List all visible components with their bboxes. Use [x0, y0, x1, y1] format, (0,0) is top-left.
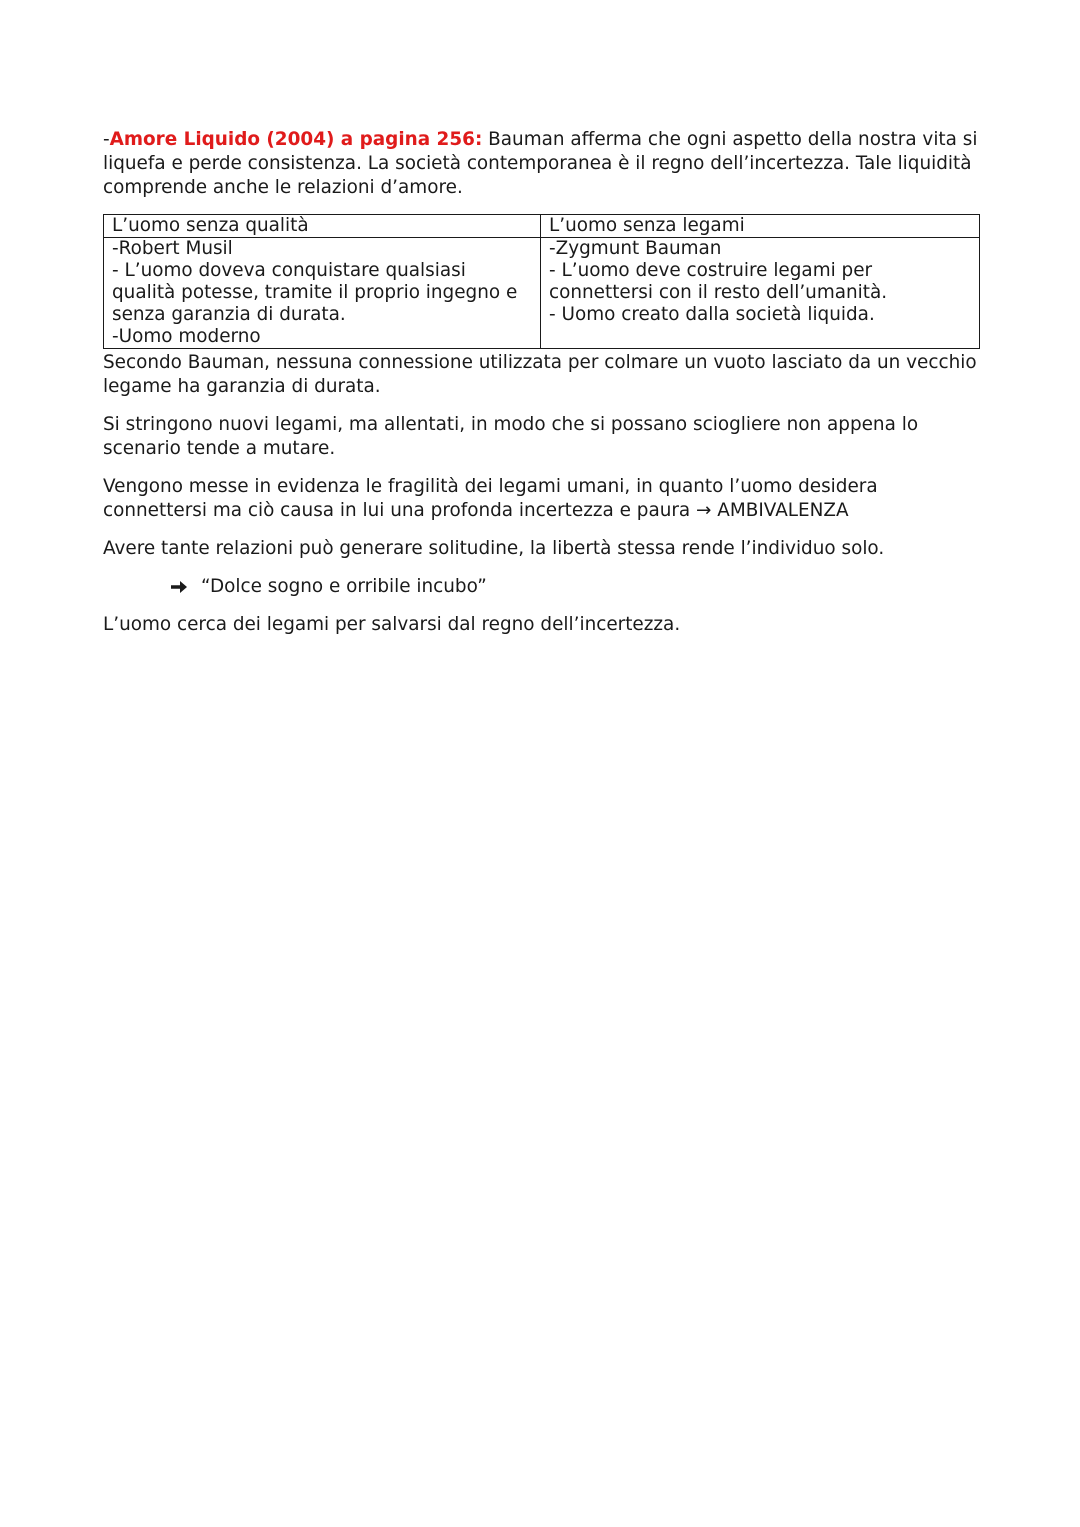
quote-text: “Dolce sogno e orribile incubo” [201, 576, 487, 597]
right-line-description: - L’uomo deve costruire legami per connettersi con il resto dell’umanità. [549, 260, 888, 303]
table-body-row [104, 238, 980, 349]
intro-prefix: - [103, 129, 110, 150]
paragraph-loose-bonds: Si stringono nuovi legami, ma allentati, in modo che si possano sciogliere non appena lo scenario tende a mutare. [103, 414, 919, 459]
table-cell-right [541, 238, 980, 349]
right-line-label: - Uomo creato dalla società liquida. [549, 304, 875, 325]
table-header-row [104, 215, 980, 238]
intro-highlight: Amore Liquido (2004) a pagina 256: [109, 129, 483, 150]
left-line-author: -Robert Musil [112, 238, 233, 259]
document-page [103, 128, 979, 637]
intro-text: Bauman afferma che ogni aspetto della nostra vita si liquefa e perde consistenza. La società contemporanea è il regno dell’incertezza. Tale liquidità comprende anche le relazioni d’amore. [103, 129, 978, 198]
table-cell-left [104, 238, 541, 349]
paragraph-solitude: Avere tante relazioni può generare solitudine, la libertà stessa rende l’individuo solo. [103, 538, 885, 559]
arrow-right-icon [170, 580, 190, 594]
paragraph-conclusion: L’uomo cerca dei legami per salvarsi dal regno dell’incertezza. [103, 614, 681, 635]
left-line-label: -Uomo moderno [112, 326, 261, 347]
intro-paragraph [103, 128, 979, 200]
right-line-author: -Zygmunt Bauman [549, 238, 722, 259]
quote-bullet [103, 575, 979, 599]
table-header-left: L’uomo senza qualità [104, 215, 541, 238]
comparison-table [103, 214, 980, 349]
table-header-right: L’uomo senza legami [541, 215, 980, 238]
paragraph-fragility: Vengono messe in evidenza le fragilità dei legami umani, in quanto l’uomo desidera connettersi ma ciò causa in lui una profonda incertezza e paura → AMBIVALENZA [103, 476, 878, 521]
left-line-description: - L’uomo doveva conquistare qualsiasi qualità potesse, tramite il proprio ingegno e senza garanzia di durata. [112, 260, 518, 325]
paragraph-connection: Secondo Bauman, nessuna connessione utilizzata per colmare un vuoto lasciato da un vecchio legame ha garanzia di durata. [103, 352, 977, 397]
